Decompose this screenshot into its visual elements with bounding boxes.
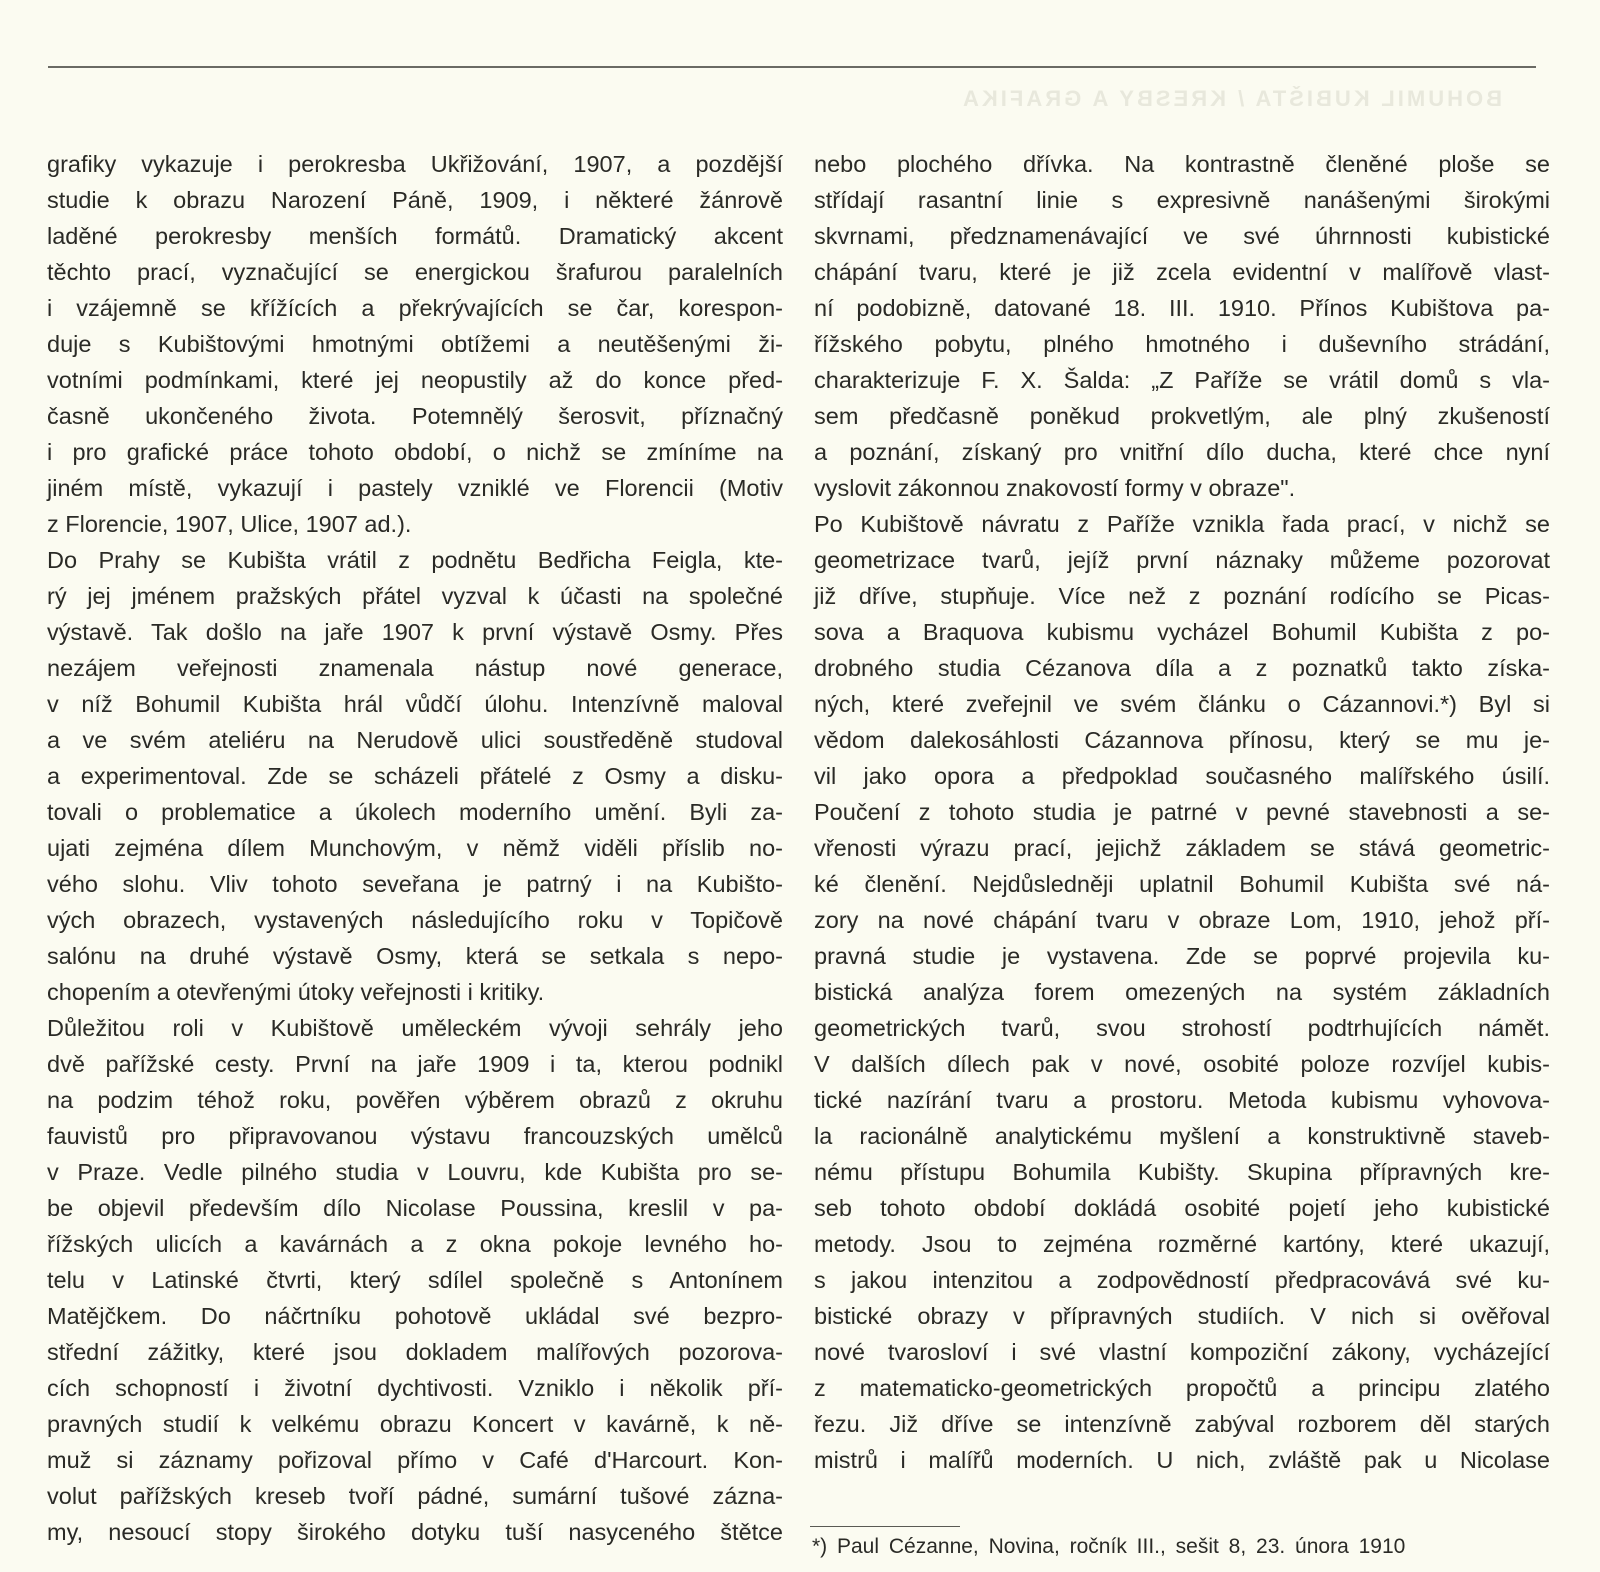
- text-line: tovali o problematice a úkolech moderního umění. Byli za-: [47, 799, 783, 825]
- text-line: salónu na druhé výstavě Osmy, která se setkala s nepo-: [47, 943, 783, 969]
- left-column: [47, 146, 783, 1550]
- text-line: a poznání, získaný pro vnitřní dílo ducha, které chce nyní: [814, 439, 1550, 465]
- text-line: na podzim téhož roku, pověřen výběrem obrazů z okruhu: [47, 1087, 783, 1113]
- text-line: muž si záznamy pořizoval přímo v Café d'Harcourt. Kon-: [47, 1447, 783, 1473]
- text-line: ní podobizně, datované 18. III. 1910. Přínos Kubištova pa-: [814, 295, 1550, 321]
- text-line: duje s Kubištovými hmotnými obtížemi a neutěšenými ži-: [47, 331, 783, 357]
- text-line: fauvistů pro připravovanou výstavu francouzských umělců: [47, 1123, 783, 1149]
- text-line: a ve svém ateliéru na Nerudově ulici soustředěně studoval: [47, 727, 783, 753]
- text-line: ké členění. Nejdůsledněji uplatnil Bohumil Kubišta své ná-: [814, 871, 1550, 897]
- text-line: cích schopností i životní dychtivosti. Vzniklo i několik pří-: [47, 1375, 783, 1401]
- text-line: ujati zejména dílem Munchovým, v němž viděli příslib no-: [47, 835, 783, 861]
- text-line: Po Kubištově návratu z Paříže vznikla řada prací, v nichž se: [814, 511, 1550, 537]
- text-line: nebo plochého dřívka. Na kontrastně členěné ploše se: [814, 151, 1550, 177]
- text-line: s jakou intenzitou a zodpovědností předpracovává své ku-: [814, 1267, 1550, 1293]
- text-line: my, nesoucí stopy širokého dotyku tuší nasyceného štětce: [47, 1519, 783, 1545]
- text-line: telu v Latinské čtvrti, který sdílel společně s Antonínem: [47, 1267, 783, 1293]
- bleed-through-header: BOHUMIL KUBIŠTA / KRESBY A GRAFIKA: [960, 86, 1503, 111]
- text-line: Matějčkem. Do náčrtníku pohotově ukládal své bezpro-: [47, 1303, 783, 1329]
- text-line: charakterizuje F. X. Šalda: „Z Paříže se vrátil domů s vla-: [814, 367, 1550, 393]
- text-line: a experimentoval. Zde se scházeli přátelé z Osmy a disku-: [47, 763, 783, 789]
- text-line: bistické obrazy v přípravných studiích. V nich si ověřoval: [814, 1303, 1550, 1329]
- text-line: zory na nové chápání tvaru v obraze Lom, 1910, jehož pří-: [814, 907, 1550, 933]
- text-line: nové tvarosloví i své vlastní kompoziční zákony, vycházející: [814, 1339, 1550, 1365]
- text-line: časně ukončeného života. Potemnělý šerosvit, příznačný: [47, 403, 783, 429]
- text-line: vědom dalekosáhlosti Cázannova přínosu, který se mu je-: [814, 727, 1550, 753]
- footnote-rule: [810, 1526, 960, 1527]
- text-line: pravných studií k velkému obrazu Koncert v kavárně, k ně-: [47, 1411, 783, 1437]
- footnote: *) Paul Cézanne, Novina, ročník III., sešit 8, 23. února 1910: [812, 1535, 1406, 1558]
- text-line: Poučení z tohoto studia je patrné v pevné stavebnosti a se-: [814, 799, 1550, 825]
- text-line: vého slohu. Vliv tohoto seveřana je patrný i na Kubišto-: [47, 871, 783, 897]
- text-line: řezu. Již dříve se intenzívně zabýval rozborem děl starých: [814, 1411, 1550, 1437]
- text-line: skvrnami, předznamenávající ve své úhrnnosti kubistické: [814, 223, 1550, 249]
- text-line: jiném místě, vykazují i pastely vzniklé ve Florencii (Motiv: [47, 475, 783, 501]
- text-line: geometrizace tvarů, jejíž první náznaky můžeme pozorovat: [814, 547, 1550, 573]
- text-line: laděné perokresby menších formátů. Dramatický akcent: [47, 223, 783, 249]
- right-column: [814, 146, 1550, 1478]
- text-line: la racionálně analytickému myšlení a konstruktivně staveb-: [814, 1123, 1550, 1149]
- text-line: V dalších dílech pak v nové, osobité poloze rozvíjel kubis-: [814, 1051, 1550, 1077]
- text-line: dvě pařížské cesty. První na jaře 1909 i ta, kterou podnikl: [47, 1051, 783, 1077]
- text-line: sem předčasně poněkud prokvetlým, ale plný zkušeností: [814, 403, 1550, 429]
- text-line: střední zážitky, které jsou dokladem malířových pozorova-: [47, 1339, 783, 1365]
- text-line: Do Prahy se Kubišta vrátil z podnětu Bedřicha Feigla, kte-: [47, 547, 783, 573]
- text-line: seb tohoto období dokládá osobité pojetí jeho kubistické: [814, 1195, 1550, 1221]
- text-line: studie k obrazu Narození Páně, 1909, i některé žánrově: [47, 187, 783, 213]
- text-line: z matematicko-geometrických propočtů a principu zlatého: [814, 1375, 1550, 1401]
- text-line: i pro grafické práce tohoto období, o nichž se zmíníme na: [47, 439, 783, 465]
- text-line: votními podmínkami, které jej neopustily až do konce před-: [47, 367, 783, 393]
- text-line: vých obrazech, vystavených následujícího roku v Topičově: [47, 907, 783, 933]
- text-line: řížských ulicích a kavárnách a z okna pokoje levného ho-: [47, 1231, 783, 1257]
- text-line: sova a Braquova kubismu vycházel Bohumil Kubišta z po-: [814, 619, 1550, 645]
- text-line: nému přístupu Bohumila Kubišty. Skupina přípravných kre-: [814, 1159, 1550, 1185]
- text-line: mistrů i malířů moderních. U nich, zvláště pak u Nicolase: [814, 1447, 1550, 1473]
- text-line: vyslovit zákonnou znakovostí formy v obraze".: [814, 475, 1296, 501]
- text-line: i vzájemně se křížících a překrývajících se čar, korespon-: [47, 295, 783, 321]
- text-line: bistická analýza forem omezených na systém základních: [814, 979, 1550, 1005]
- text-line: metody. Jsou to zejména rozměrné kartóny, které ukazují,: [814, 1231, 1550, 1257]
- text-line: vil jako opora a předpoklad současného malířského úsilí.: [814, 763, 1550, 789]
- text-line: chápání tvaru, které je již zcela evidentní v malířově vlast-: [814, 259, 1550, 285]
- text-line: z Florencie, 1907, Ulice, 1907 ad.).: [47, 511, 412, 537]
- text-line: grafiky vykazuje i perokresba Ukřižování, 1907, a pozdější: [47, 151, 783, 177]
- text-line: volut pařížských kreseb tvoří pádné, sumární tušové zázna-: [47, 1483, 783, 1509]
- text-line: tické nazírání tvaru a prostoru. Metoda kubismu vyhovova-: [814, 1087, 1550, 1113]
- text-line: chopením a otevřenými útoky veřejnosti i kritiky.: [47, 979, 545, 1005]
- text-line: be objevil především dílo Nicolase Poussina, kreslil v pa-: [47, 1195, 783, 1221]
- text-line: v níž Bohumil Kubišta hrál vůdčí úlohu. Intenzívně maloval: [47, 691, 783, 717]
- text-line: pravná studie je vystavena. Zde se poprvé projevila ku-: [814, 943, 1550, 969]
- text-line: střídají rasantní linie s expresivně nanášenými širokými: [814, 187, 1550, 213]
- text-line: ných, které zveřejnil ve svém článku o Cázannovi.*) Byl si: [814, 691, 1550, 717]
- text-line: vřenosti výrazu prací, jejichž základem se stává geometric-: [814, 835, 1550, 861]
- text-line: nezájem veřejnosti znamenala nástup nové generace,: [47, 655, 783, 681]
- text-line: řížského pobytu, plného hmotného i duševního strádání,: [814, 331, 1550, 357]
- text-line: drobného studia Cézanova díla a z poznatků takto získa-: [814, 655, 1550, 681]
- text-line: geometrických tvarů, svou strohostí podtrhujících námět.: [814, 1015, 1550, 1041]
- text-line: Důležitou roli v Kubištově uměleckém vývoji sehrály jeho: [47, 1015, 783, 1041]
- text-line: v Praze. Vedle pilného studia v Louvru, kde Kubišta pro se-: [47, 1159, 783, 1185]
- text-line: výstavě. Tak došlo na jaře 1907 k první výstavě Osmy. Přes: [47, 619, 783, 645]
- text-line: těchto prací, vyznačující se energickou šrafurou paralelních: [47, 259, 783, 285]
- text-line: již dříve, stupňuje. Více než z poznání rodícího se Picas-: [814, 583, 1550, 609]
- header-rule: [48, 66, 1536, 68]
- text-line: rý jej jménem pražských přátel vyzval k účasti na společné: [47, 583, 783, 609]
